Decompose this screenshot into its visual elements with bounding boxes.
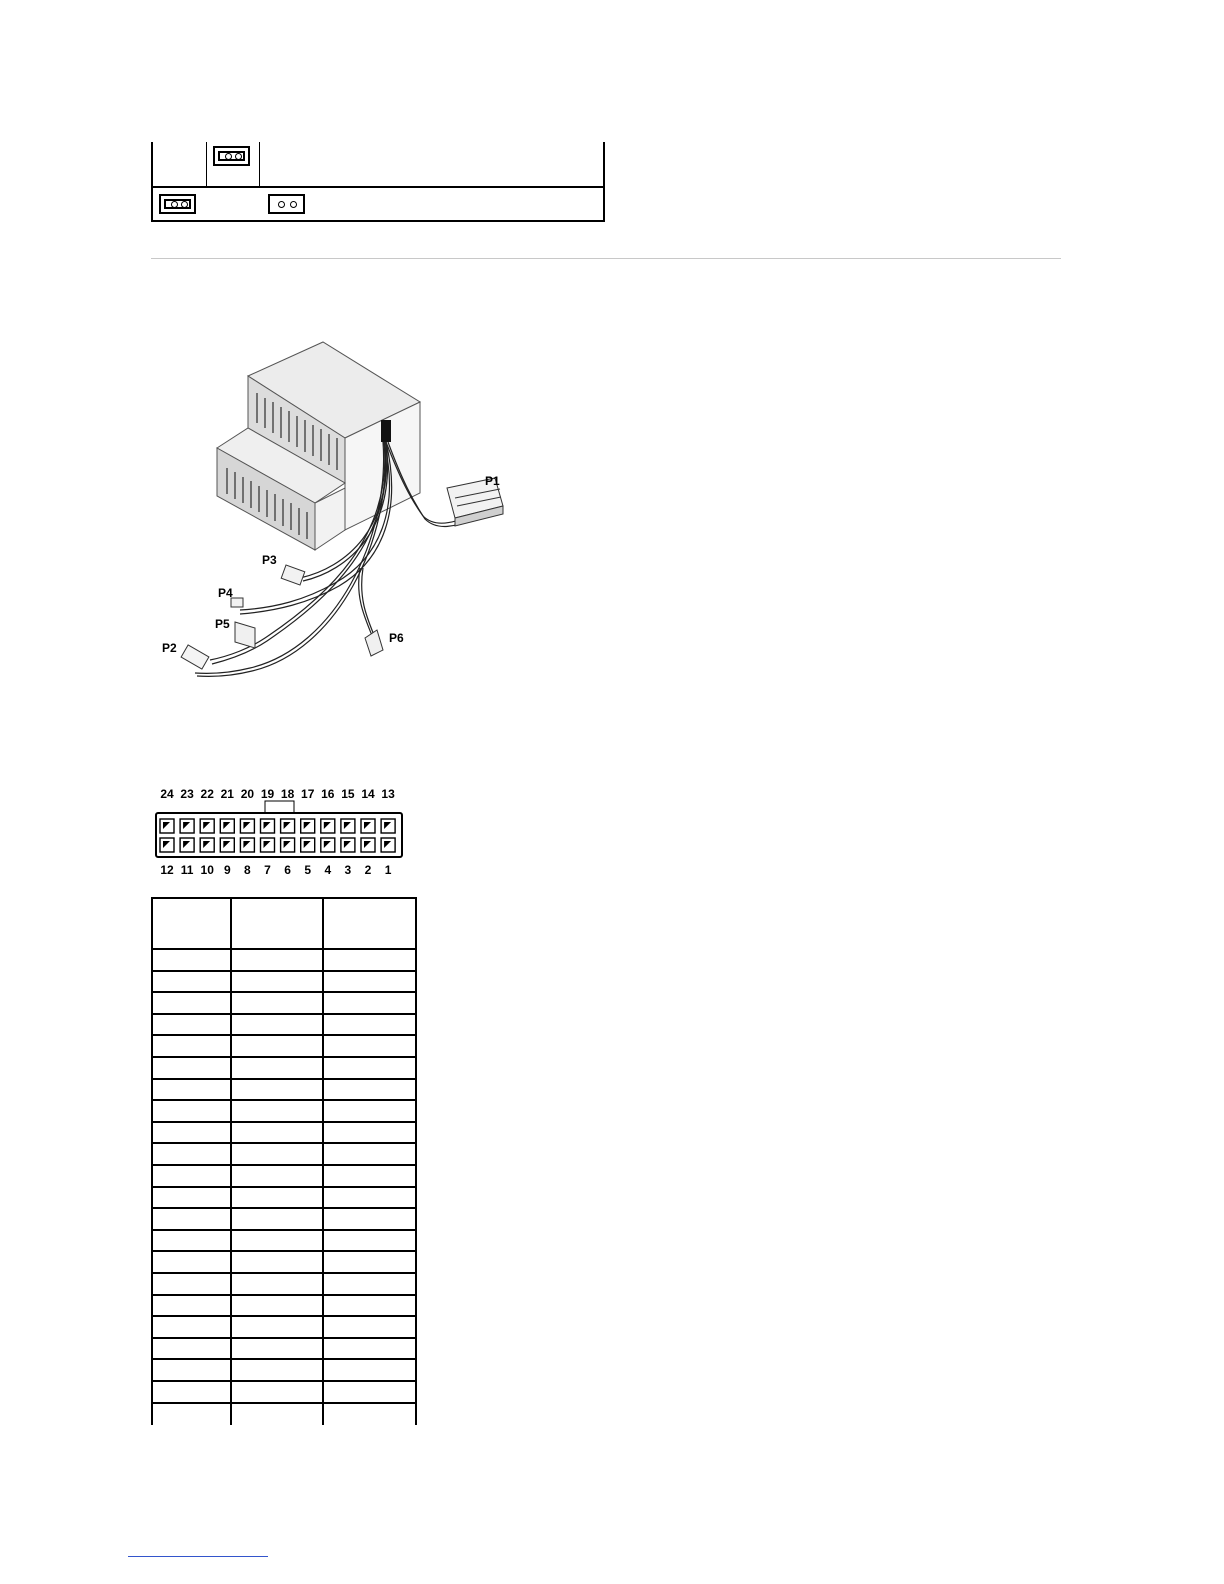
pin-cell bbox=[321, 819, 335, 833]
p4-label: P4 bbox=[218, 586, 233, 600]
table-row-divider bbox=[151, 1380, 417, 1382]
table-row-divider bbox=[151, 991, 417, 993]
pin-number-label: 19 bbox=[260, 787, 275, 801]
table-row-divider bbox=[151, 1207, 417, 1209]
pin-cell bbox=[341, 838, 355, 852]
pin-number-label: 20 bbox=[240, 787, 255, 801]
table-row-divider bbox=[151, 1272, 417, 1274]
pin-cell bbox=[301, 838, 315, 852]
p1-connector-pin-diagram bbox=[155, 782, 410, 878]
pin-assignment-table bbox=[151, 897, 417, 1425]
pin-number-label: 9 bbox=[223, 863, 231, 877]
pin-number-label: 22 bbox=[200, 787, 214, 801]
p4-connector-shape bbox=[231, 598, 243, 607]
unjumpered-jumper-icon bbox=[268, 194, 305, 214]
table-row-divider bbox=[151, 1121, 417, 1123]
power-supply-illustration bbox=[155, 338, 515, 690]
pin-cell bbox=[180, 819, 194, 833]
pin-cell bbox=[381, 819, 395, 833]
pin-number-label: 23 bbox=[180, 787, 194, 801]
table-row-divider bbox=[151, 1164, 417, 1166]
p2-connector-shape bbox=[181, 645, 209, 669]
pin-number-label: 2 bbox=[364, 863, 372, 877]
table-row-divider bbox=[151, 1186, 417, 1188]
table-row-divider bbox=[151, 948, 417, 950]
table-row-divider bbox=[151, 970, 417, 972]
pin-number-label: 16 bbox=[321, 787, 335, 801]
pin-number-label: 4 bbox=[324, 863, 332, 877]
pin-number-label: 10 bbox=[200, 863, 214, 877]
footer-link-underline[interactable] bbox=[128, 1556, 268, 1557]
pin-number-label: 3 bbox=[344, 863, 352, 877]
pin-number-label: 21 bbox=[220, 787, 234, 801]
pin-cell bbox=[240, 838, 254, 852]
section-divider bbox=[151, 258, 1061, 259]
pin-number-label: 18 bbox=[280, 787, 295, 801]
pin-number-label: 5 bbox=[304, 863, 312, 877]
bottom-row-pin-numbers bbox=[160, 863, 391, 877]
pin-cell bbox=[200, 838, 214, 852]
table-row-divider bbox=[151, 1078, 417, 1080]
pin-number-label: 17 bbox=[301, 787, 315, 801]
pin-cell bbox=[240, 819, 254, 833]
pin-number-label: 1 bbox=[384, 863, 392, 877]
p1-label: P1 bbox=[485, 474, 500, 488]
table-row-divider bbox=[151, 1294, 417, 1296]
table-row-divider bbox=[151, 1358, 417, 1360]
pin-number-label: 8 bbox=[244, 863, 251, 877]
pin-number-label: 14 bbox=[361, 787, 375, 801]
table-row-divider bbox=[151, 1337, 417, 1339]
pin-cell bbox=[361, 819, 375, 833]
pin-cell bbox=[381, 838, 395, 852]
pin-cell bbox=[261, 838, 275, 852]
table-row-divider bbox=[151, 1142, 417, 1144]
pin-number-label: 12 bbox=[160, 863, 174, 877]
jumpered-jumper-icon bbox=[213, 146, 250, 166]
table-row-divider bbox=[151, 1250, 417, 1252]
table-row-divider bbox=[151, 1229, 417, 1231]
pin-number-label: 11 bbox=[180, 863, 194, 877]
pin-cell bbox=[261, 819, 275, 833]
pin-cell bbox=[220, 838, 234, 852]
top-row-pin-numbers bbox=[160, 787, 395, 801]
pin-cell bbox=[200, 819, 214, 833]
table-row-divider bbox=[151, 1315, 417, 1317]
pin-grid bbox=[160, 819, 395, 852]
p5-connector-shape bbox=[235, 622, 255, 648]
pin-number-label: 24 bbox=[160, 787, 174, 801]
table-row-divider bbox=[151, 1034, 417, 1036]
p6-connector-shape bbox=[365, 630, 383, 656]
cable-exit-grommet bbox=[381, 420, 391, 442]
pin-cell bbox=[321, 838, 335, 852]
p3-connector-shape bbox=[281, 565, 305, 585]
p3-label: P3 bbox=[262, 553, 277, 567]
pin-cell bbox=[361, 838, 375, 852]
pin-cell bbox=[160, 838, 174, 852]
pin-cell bbox=[180, 838, 194, 852]
p2-label: P2 bbox=[162, 641, 177, 655]
pin-number-label: 6 bbox=[284, 863, 291, 877]
pin-cell bbox=[281, 819, 295, 833]
table-row-divider bbox=[151, 1013, 417, 1015]
pin-cell bbox=[160, 819, 174, 833]
p6-label: P6 bbox=[389, 631, 404, 645]
pin-cell bbox=[220, 819, 234, 833]
table-row-divider bbox=[151, 1099, 417, 1101]
jumper-settings-table bbox=[151, 142, 605, 222]
pin-number-label: 13 bbox=[381, 787, 395, 801]
pin-cell bbox=[341, 819, 355, 833]
latch-outline bbox=[265, 801, 294, 813]
table-row-divider bbox=[151, 1056, 417, 1058]
jumpered-jumper-icon bbox=[159, 194, 196, 214]
pin-cell bbox=[281, 838, 295, 852]
pin-number-label: 15 bbox=[341, 787, 355, 801]
p5-label: P5 bbox=[215, 617, 230, 631]
pin-cell bbox=[301, 819, 315, 833]
pin-number-label: 7 bbox=[264, 863, 271, 877]
table-row-divider bbox=[151, 1402, 417, 1404]
